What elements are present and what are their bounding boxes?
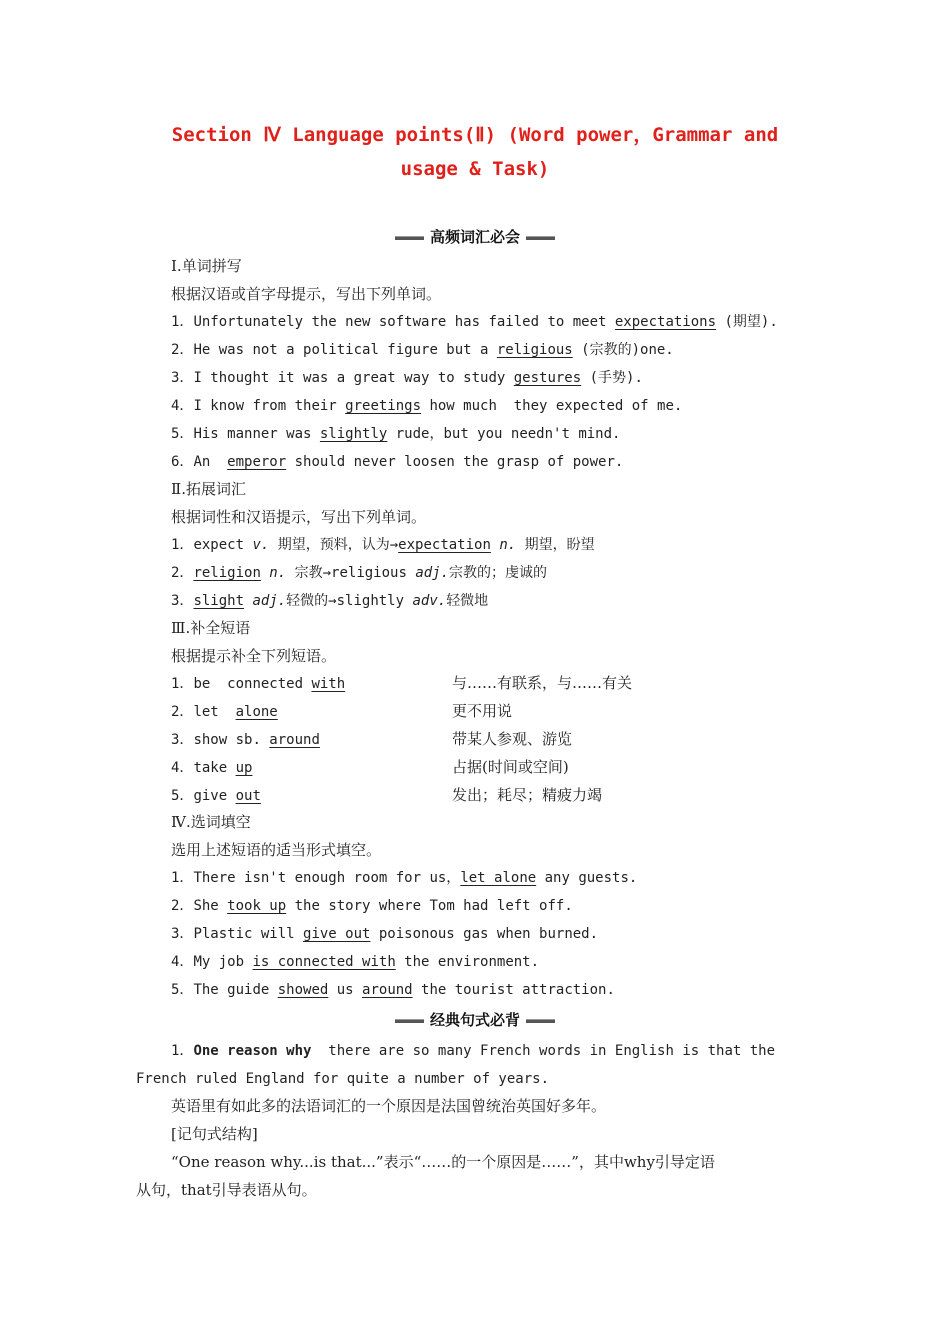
answer: with: [311, 676, 346, 692]
sentence-translation: 英语里有如此多的法语词汇的一个原因是法国曾统治英国好多年。: [171, 1097, 607, 1115]
part4-instruction: 选用上述短语的适当形式填空。: [171, 841, 382, 859]
list-item: 5．His manner was slightly rude，but you needn't mind.: [171, 426, 621, 442]
list-item: 3．slight adj.轻微的→slightly adv.轻微地: [171, 593, 489, 609]
phrase-meaning: 占据(时间或空间): [452, 758, 569, 776]
list-item: 4．I know from their greetings how much they expected of me.: [171, 398, 683, 414]
note-text: “One reason why...is that...”表示“……的一个原因是……”，其中why引导定语: [171, 1153, 715, 1171]
list-item: 2．religion n. 宗教→religious adj.宗教的；虔诚的: [171, 565, 548, 581]
answer: religious: [496, 342, 573, 358]
sentence-line: 1．One reason why there are so many French words in English is that the: [171, 1043, 776, 1059]
answer: is connected with: [252, 954, 396, 970]
answer: took up: [227, 898, 287, 914]
answer: expectation: [398, 537, 491, 553]
list-item: 3．Plastic will give out poisonous gas when burned.: [171, 926, 599, 942]
part2-heading: Ⅱ.拓展词汇: [171, 480, 246, 498]
answer: alone: [235, 704, 278, 720]
section-banner-vocab: 高频词汇必会: [395, 227, 555, 247]
list-item: 4．My job is connected with the environment.: [171, 954, 540, 970]
section-banner-sentence: 经典句式必背: [395, 1010, 555, 1030]
answer: around: [269, 732, 320, 748]
answer: around: [362, 982, 413, 998]
list-item: 4．take up: [171, 760, 253, 776]
answer: emperor: [227, 454, 287, 470]
list-item: 2．He was not a political figure but a religious (宗教的)one.: [171, 342, 674, 358]
answer: slight: [193, 593, 245, 609]
answer: out: [235, 788, 261, 804]
answer: up: [235, 760, 253, 776]
phrase-meaning: 带某人参观、游览: [452, 730, 573, 748]
note-heading: [记句式结构]: [171, 1125, 258, 1143]
phrase-meaning: 更不用说: [452, 702, 513, 720]
list-item: 6．An emperor should never loosen the grasp of power.: [171, 454, 624, 470]
list-item: 3．show sb. around: [171, 732, 320, 748]
part2-instruction: 根据词性和汉语提示，写出下列单词。: [171, 508, 427, 526]
list-item: 2．She took up the story where Tom had left off.: [171, 898, 573, 914]
answer: let alone: [460, 870, 537, 886]
answer: gestures: [513, 370, 582, 386]
phrase-meaning: 与……有联系，与……有关: [452, 674, 633, 692]
page-title-line2: usage & Task): [400, 158, 550, 180]
list-item: 5．The guide showed us around the tourist attraction.: [171, 982, 615, 998]
part3-heading: Ⅲ.补全短语: [171, 619, 251, 637]
list-item: 1．expect v. 期望，预料，认为→expectation n. 期望，盼望: [171, 537, 595, 553]
answer: expectations: [614, 314, 717, 330]
answer: showed: [277, 982, 329, 998]
answer: slightly: [319, 426, 388, 442]
list-item: 2．let alone: [171, 704, 278, 720]
list-item: 3．I thought it was a great way to study gestures (手势).: [171, 370, 643, 386]
note-text: 从句，that引导表语从句。: [136, 1181, 317, 1199]
part1-heading: Ⅰ.单词拼写: [171, 257, 242, 275]
part1-instruction: 根据汉语或首字母提示，写出下列单词。: [171, 285, 442, 303]
list-item: 1．There isn't enough room for us，let alone any guests.: [171, 870, 638, 886]
list-item: 1．Unfortunately the new software has failed to meet expectations (期望).: [171, 314, 778, 330]
part4-heading: Ⅳ.选词填空: [171, 813, 251, 831]
phrase-meaning: 发出；耗尽；精疲力竭: [452, 786, 603, 804]
list-item: 5．give out: [171, 788, 261, 804]
list-item: 1．be connected with: [171, 676, 346, 692]
page-title: Section Ⅳ Language points(Ⅱ) (Word power，Grammar and: [171, 124, 779, 146]
sentence-line: French ruled England for quite a number of years.: [136, 1071, 550, 1087]
answer: greetings: [345, 398, 422, 414]
part3-instruction: 根据提示补全下列短语。: [171, 647, 337, 665]
answer: religion: [193, 565, 261, 581]
answer: give out: [303, 926, 371, 942]
